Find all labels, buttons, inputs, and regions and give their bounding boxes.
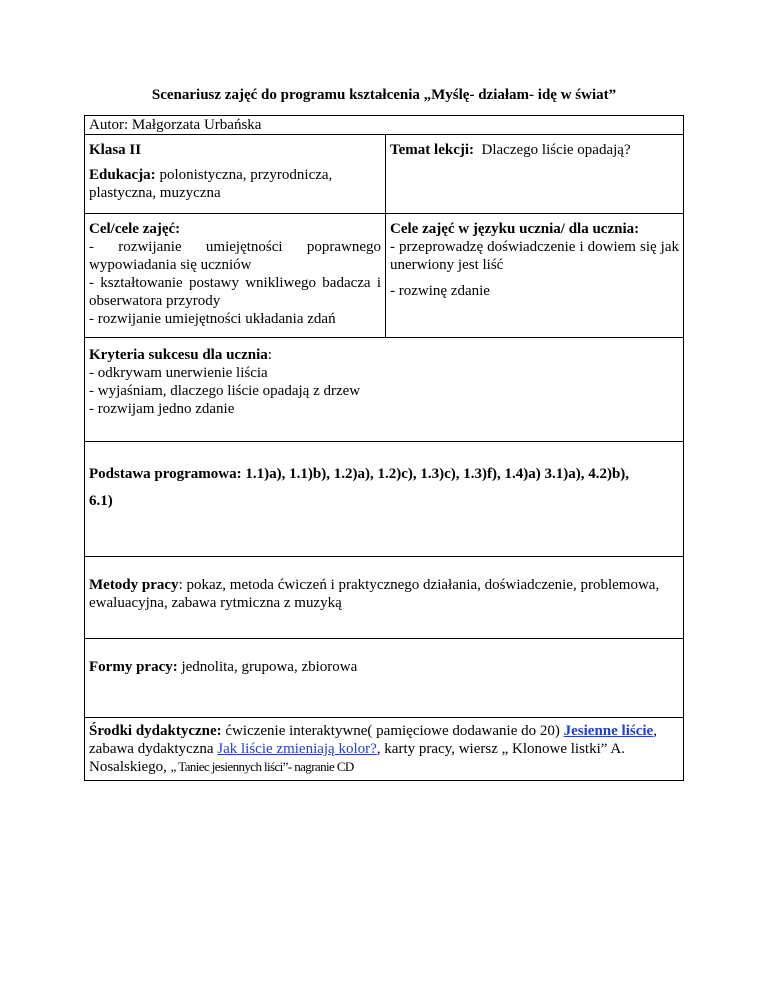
education-value: polonistyczna, przyrodnicza, plastyczna, muzyczna (89, 167, 333, 201)
link-jesienne-liscie-text: Jesienne liście (563, 723, 654, 739)
goals-student-cell (386, 214, 684, 338)
goals-teacher-heading: Cel/cele zajęć: (89, 221, 181, 237)
goals-row (85, 214, 684, 338)
goals-student-heading: Cele zajęć w języku ucznia/ dla ucznia: (390, 221, 640, 237)
curriculum-text: Podstawa programowa: 1.1)a), 1.1)b), 1.2)a), 1.2)c), 1.3)c), 1.3)f), 1.4)a) 3.1)a), 4.2)b), (89, 466, 630, 482)
materials-text: , karty pracy, wiersz „ Klonowe listki” A. Nosalskiego, (89, 741, 625, 775)
forms-label: Formy pracy: (89, 659, 178, 675)
goals-teacher-cell (85, 214, 386, 338)
criteria-heading: Kryteria sukcesu dla ucznia (89, 347, 268, 363)
topic-cell (386, 135, 684, 214)
criteria-item: - wyjaśniam, dlaczego liście opadają z drzew (89, 383, 361, 399)
criteria-item: - rozwijam jedno zdanie (89, 401, 235, 417)
methods-cell (85, 557, 684, 639)
materials-text: , zabawa dydaktyczna (89, 723, 657, 757)
materials-cell (85, 718, 684, 781)
class-label: Klasa II (89, 142, 142, 158)
link-jak-liscie-zmieniaja-kolor[interactable]: Jak liście zmieniają kolor? (217, 741, 377, 757)
class-row (85, 135, 684, 214)
class-cell (85, 135, 386, 214)
author-cell: Autor: Małgorzata Urbańska (85, 116, 684, 135)
curriculum-row (85, 442, 684, 557)
methods-label: Metody pracy (89, 577, 179, 593)
methods-value: : pokaz, metoda ćwiczeń i praktycznego działania, doświadczenie, problemowa, ewaluacyjna, zabawa rytmiczna z muzyką (89, 577, 660, 611)
goal-item: - rozwijanie umiejętności układania zdań (89, 311, 336, 327)
criteria-row (85, 338, 684, 442)
topic-label: Temat lekcji: (390, 142, 475, 158)
materials-label: Środki dydaktyczne: (89, 723, 222, 739)
goal-item: - kształtowanie postawy wnikliwego badacza i obserwatora przyrody (89, 275, 381, 309)
criteria-colon: : (267, 347, 272, 363)
forms-value: jednolita, grupowa, zbiorowa (177, 659, 358, 675)
materials-recording: „ Taniec jesiennych liści”- nagranie CD (170, 759, 354, 774)
author-row (85, 116, 684, 135)
link-jesienne-liscie[interactable] (564, 723, 654, 739)
page-title: Scenariusz zajęć do programu kształcenia „Myślę- działam- idę w świat” (151, 87, 617, 103)
forms-cell (85, 639, 684, 718)
materials-row (85, 718, 684, 781)
goal-student-item: - przeprowadzę doświadczenie i dowiem się jak unerwiony jest liść (390, 239, 679, 273)
curriculum-cell (85, 442, 684, 557)
goal-item: - rozwijanie umiejętności poprawnego wypowiadania się uczniów (89, 239, 381, 273)
curriculum-text-cont: 6.1) (89, 493, 113, 509)
education-label: Edukacja: (89, 167, 156, 183)
materials-text: ćwiczenie interaktywne( pamięciowe dodawanie do 20) (221, 723, 564, 739)
forms-row (85, 639, 684, 718)
criteria-item: - odkrywam unerwienie liścia (89, 365, 268, 381)
lesson-plan-table (84, 115, 684, 781)
goal-student-item: - rozwinę zdanie (390, 283, 490, 299)
criteria-cell (85, 338, 684, 442)
methods-row (85, 557, 684, 639)
topic-value: Dlaczego liście opadają? (481, 142, 631, 158)
